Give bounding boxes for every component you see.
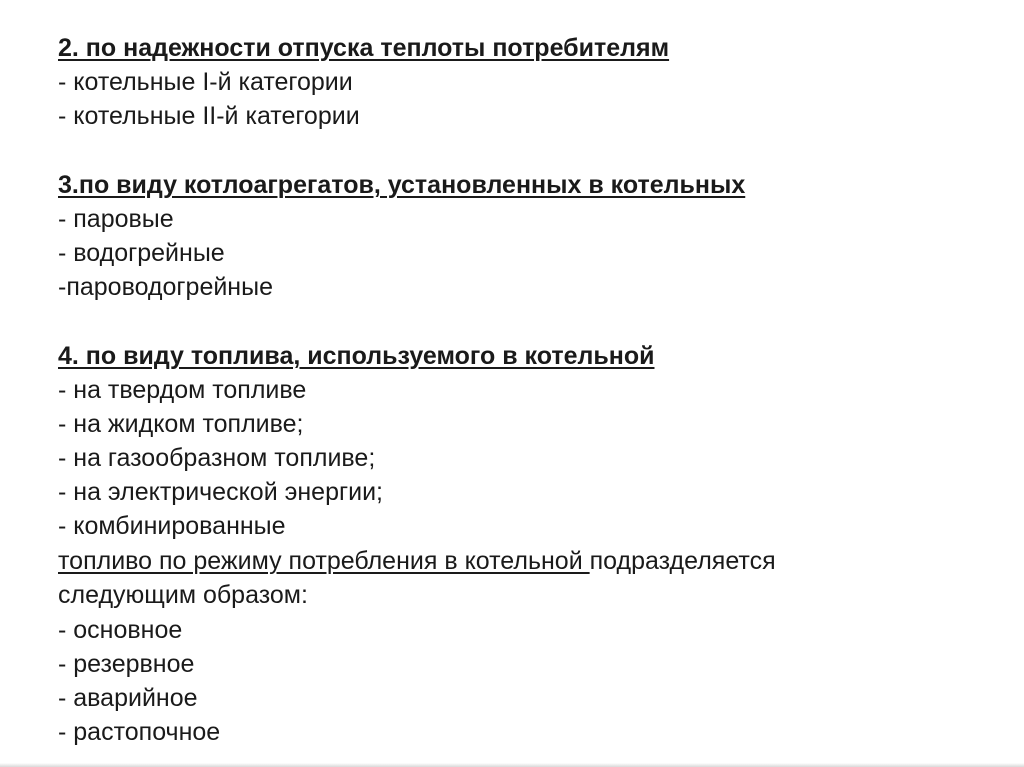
section-2-item-2: - котельные II-й категории xyxy=(58,102,360,130)
section-4-item-4: - на электрической энергии; xyxy=(58,478,383,506)
regime-item-1: - основное xyxy=(58,616,183,644)
regime-rest-text: подразделяется xyxy=(589,547,776,575)
regime-line-1 xyxy=(58,546,776,576)
regime-item-2: - резервное xyxy=(58,650,195,678)
section-3-item-2: - водогрейные xyxy=(58,239,225,267)
section-4-item-3: - на газообразном топливе; xyxy=(58,444,376,472)
section-3-item-1: - паровые xyxy=(58,205,174,233)
section-3-item-3: -пароводогрейные xyxy=(58,273,273,301)
bottom-shadow xyxy=(0,763,1024,767)
section-2-item-1: - котельные I-й категории xyxy=(58,68,353,96)
regime-line-2: следующим образом: xyxy=(58,581,308,609)
section-4-heading: 4. по виду топлива, используемого в котельной xyxy=(58,342,655,370)
section-4-item-1: - на твердом топливе xyxy=(58,376,307,404)
section-4-item-2: - на жидком топливе; xyxy=(58,410,304,438)
regime-item-3: - аварийное xyxy=(58,684,198,712)
section-4-item-5: - комбинированные xyxy=(58,512,286,540)
regime-underlined-text: топливо по режиму потребления в котельной xyxy=(58,547,590,575)
regime-item-4: - растопочное xyxy=(58,718,221,746)
section-2-heading: 2. по надежности отпуска теплоты потребителям xyxy=(58,34,670,62)
section-3-heading: 3.по виду котлоагрегатов, установленных в котельных xyxy=(58,171,746,199)
